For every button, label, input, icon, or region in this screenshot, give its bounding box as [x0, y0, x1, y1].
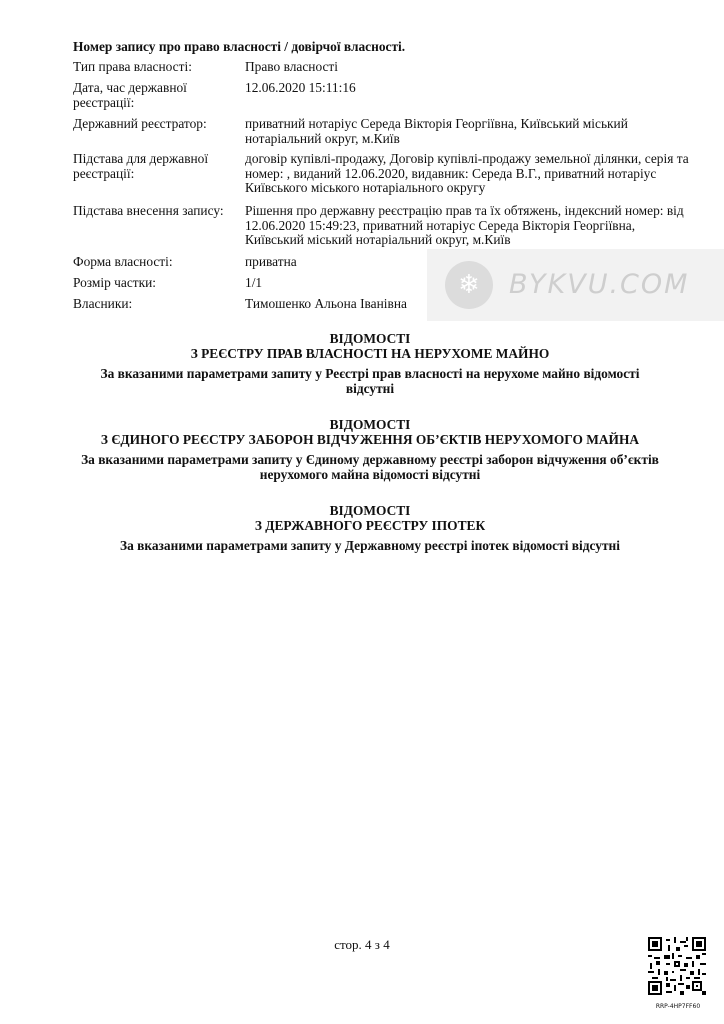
watermark	[427, 249, 724, 321]
field-label: Підстава внесення запису:	[73, 203, 224, 218]
field-value: Право власності	[245, 59, 339, 74]
section-subtitle: З РЕЄСТРУ ПРАВ ВЛАСНОСТІ НА НЕРУХОМЕ МАЙНО	[190, 345, 550, 361]
section-subtitle: З ЄДИНОГО РЕЄСТРУ ЗАБОРОН ВІДЧУЖЕННЯ ОБ’ЄКТІВ НЕРУХОМОГО МАЙНА	[100, 431, 640, 447]
field-label: Державний реєстратор:	[73, 116, 207, 131]
section-mortgage-registry	[60, 504, 680, 554]
bykvu-logo-icon: ❄	[445, 261, 493, 309]
field-label: Дата, час державної реєстрації:	[73, 80, 187, 110]
field-label: Розмір частки:	[73, 275, 157, 290]
field-value: Тимошенко Альона Іванівна	[245, 296, 407, 311]
section-title: ВІДОМОСТІ	[329, 331, 411, 346]
field-value: 1/1	[245, 275, 263, 290]
field-label: Власники:	[73, 296, 133, 311]
section-message: За вказаними параметрами запиту у Реєстрі прав власності на нерухоме майно відомості відсутні	[100, 366, 640, 396]
watermark-text: BYKVU.COM	[509, 268, 690, 300]
field-label: Підстава для державної реєстрації:	[73, 151, 209, 181]
field-value: Рішення про державну реєстрацію прав та їх обтяжень, індексний номер: від 12.06.2020 15:49:23, приватний нотаріус Середа Вікторія Георгіївна, Київський міський нотаріальний округ, м.Київ	[245, 203, 684, 247]
page-number: стор. 4 з 4	[334, 937, 390, 952]
section-message: За вказаними параметрами запиту у Державному реєстрі іпотек відомості відсутні	[120, 538, 620, 553]
section-subtitle: З ДЕРЖАВНОГО РЕЄСТРУ ІПОТЕК	[254, 517, 486, 533]
section-title: ВІДОМОСТІ	[329, 417, 411, 432]
record-heading: Номер запису про право власності / довірчої власності.	[73, 39, 406, 54]
field-value: договір купівлі-продажу, Договір купівлі-продажу земельної ділянки, серія та номер: , виданий 12.06.2020, видавник: Середа В.Г., приватний нотаріус Київського міського нотаріального округу	[245, 151, 689, 195]
section-message: За вказаними параметрами запиту у Єдиному державному реєстрі заборон відчуження об’єктів нерухомого майна відомості відсутні	[81, 452, 659, 482]
field-value: 12.06.2020 15:11:16	[245, 80, 356, 95]
field-value: приватна	[245, 254, 297, 269]
section-title: ВІДОМОСТІ	[329, 503, 411, 518]
qr-code-icon	[648, 937, 706, 995]
section-alienation-bans-registry	[60, 418, 680, 482]
section-property-rights-registry	[60, 332, 680, 396]
field-label: Тип права власності:	[73, 59, 192, 74]
field-value: приватний нотаріус Середа Вікторія Георгіївна, Київський міський нотаріальний округ, м.Київ	[245, 116, 628, 146]
document-code: RRP-4HP7FF60	[655, 1003, 701, 1010]
field-label: Форма власності:	[73, 254, 173, 269]
